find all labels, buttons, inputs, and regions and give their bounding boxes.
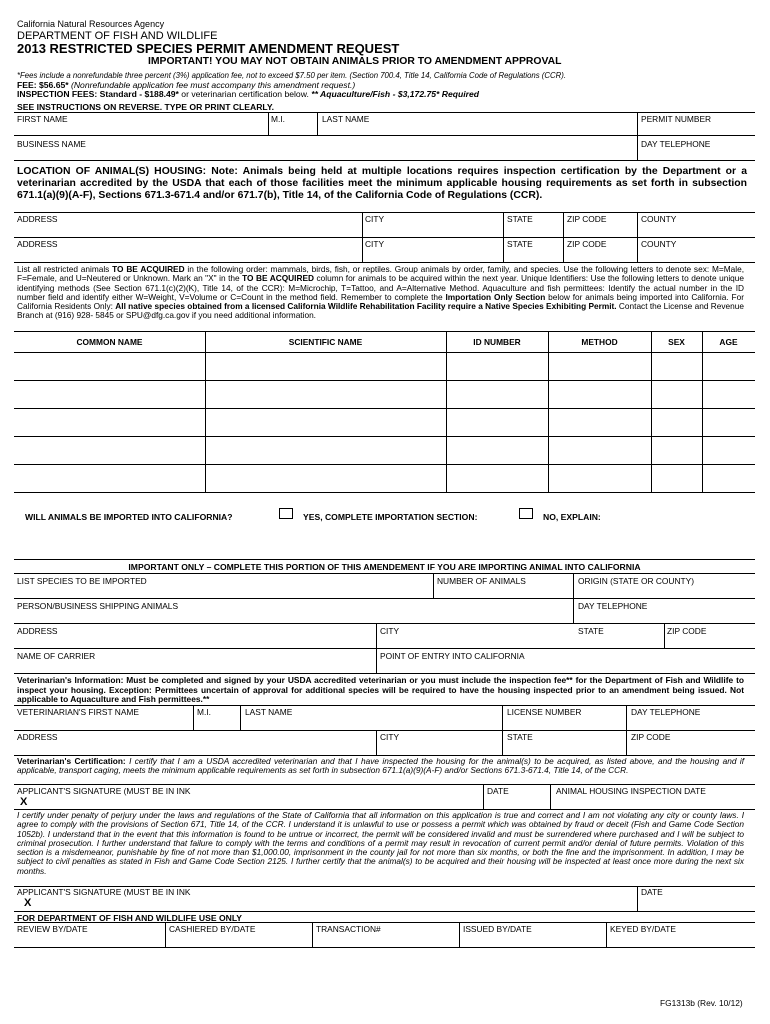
location-state-1[interactable]: STATE — [507, 214, 533, 224]
vet-state-field[interactable]: STATE — [507, 732, 533, 742]
vet-date-field[interactable]: DATE — [487, 786, 509, 796]
vet-certification — [17, 757, 744, 776]
department-name: DEPARTMENT OF FISH AND WILDLIFE — [17, 30, 218, 42]
issued-field: ISSUED BY/DATE — [463, 924, 532, 934]
col-id-number: ID NUMBER — [473, 337, 521, 347]
col-scientific-name: SCIENTIFIC NAME — [288, 337, 363, 347]
inspection-date-field[interactable]: ANIMAL HOUSING INSPECTION DATE — [556, 786, 706, 796]
instr-to-be-acquired-2: TO BE ACQUIRED — [242, 273, 314, 284]
permit-number-field[interactable]: PERMIT NUMBER — [641, 114, 712, 124]
instr-native-species: All native species obtained from a licensed California Wildlife Rehabilitation Facility require a Native Species Exhibiting Permit. — [115, 301, 617, 312]
location-zip-1[interactable]: ZIP CODE — [567, 214, 607, 224]
importation-header: IMPORTANT ONLY – COMPLETE THIS PORTION OF THIS AMENDEMENT IF YOU ARE IMPORTING ANIMAL INTO CALIFORNIA — [128, 562, 641, 572]
vet-cert-label: Veterinarian's Certification: — [17, 756, 126, 766]
applicant-signature-label: APPLICANT'S SIGNATURE (MUST BE IN INK — [17, 887, 191, 897]
location-zip-2[interactable]: ZIP CODE — [567, 239, 607, 249]
location-address-1[interactable]: ADDRESS — [17, 214, 58, 224]
business-name-field[interactable]: BUSINESS NAME — [17, 139, 86, 149]
location-city-1[interactable]: CITY — [365, 214, 385, 224]
col-common-name: COMMON NAME — [76, 337, 143, 347]
shipper-city-field[interactable]: CITY — [380, 626, 400, 636]
yes-checkbox[interactable] — [279, 508, 293, 519]
form-title: 2013 RESTRICTED SPECIES PERMIT AMENDMENT REQUEST — [17, 41, 400, 56]
col-method: METHOD — [581, 337, 618, 347]
vet-zip-field[interactable]: ZIP CODE — [631, 732, 671, 742]
instr-part-1: List all restricted animals — [17, 264, 113, 274]
location-state-2[interactable]: STATE — [507, 239, 533, 249]
middle-initial-field[interactable]: M.I. — [271, 114, 285, 124]
no-label: NO, EXPLAIN: — [543, 512, 601, 522]
species-to-import-field[interactable]: LIST SPECIES TO BE IMPORTED — [17, 576, 147, 586]
origin-field[interactable]: ORIGIN (STATE OR COUNTY) — [578, 576, 695, 586]
important-notice: IMPORTANT! YOU MAY NOT OBTAIN ANIMALS PRIOR TO AMENDMENT APPROVAL — [148, 56, 562, 67]
applicant-signature-field[interactable]: X — [24, 897, 32, 909]
office-use-title: FOR DEPARTMENT OF FISH AND WILDLIFE USE ONLY — [17, 913, 243, 923]
shipper-telephone-field[interactable]: DAY TELEPHONE — [578, 601, 648, 611]
applicant-date-field[interactable]: DATE — [641, 887, 663, 897]
first-name-field[interactable]: FIRST NAME — [17, 114, 68, 124]
fee-label: FEE: $56.65* — [17, 80, 69, 90]
point-of-entry-field[interactable]: POINT OF ENTRY INTO CALIFORNIA — [380, 651, 525, 661]
location-address-2[interactable]: ADDRESS — [17, 239, 58, 249]
instr-part-4: below for animals being imported into California. For California Residents Only: — [17, 291, 744, 312]
instr-to-be-acquired: TO BE ACQUIRED — [112, 264, 185, 274]
instr-part-3: column for animals to be acquired within the next year. Unique Identifiers: Use the following letters to denote unique identifying methods (See Section 671.1(c)(2)(K), Title 14, of the CCR): M=Microchip, T=Tattoo, and A=Alternative Method. Aquaculture and fish permittees: Identify the actual number in the ID number field and identify either W=Weight, V=Volume or C=Count in the method field. Remember to complete the — [17, 273, 745, 302]
perjury-statement: I certify under penalty of perjury under the laws and regulations of the State of California that all information on this application is true and correct and I am not violating any city or county laws. I agree to comply with the provisions of Section 671, Title 14, of the CCR. I understand it is unlawful to use or possess a permit which was obtained by fraud or deceit (Fish and Game Code Section 1052b). I understand that in the event that this information is found to be untrue or incorrect, the permit will be considered invalid and must be surrendered where purchased and I will be subject to criminal prosecution. I further understand that failure to comply with the terms and conditions of a permit may result in revocation of current permit and/or denial of future permits. Violation of this section is a misdemeanor, punishable by fine of not more than $1,000.00, imprisonment in the county jail for not more than six months, or both the fine and the imprisonment. In addition, I may be subject to civil penalties as stated in Fish and Game Code Section 2125. I further certify that the animal(s) to be acquired and their housing will be inspected at least once more during the next six months. — [17, 810, 744, 876]
keyed-field: KEYED BY/DATE — [610, 924, 676, 934]
location-county-1[interactable]: COUNTY — [641, 214, 677, 224]
form-number: FG1313b (Rev. 10/12) — [660, 998, 743, 1008]
instr-part-5: Contact the License and Revenue Branch at (916) 928- 5845 or SPU@dfg.ca.gov if you need additional information. — [17, 301, 744, 321]
location-city-2[interactable]: CITY — [365, 239, 385, 249]
instructions-note: SEE INSTRUCTIONS ON REVERSE. TYPE OR PRINT CLEARLY. — [17, 102, 275, 112]
vet-signature-label: APPLICANT'S SIGNATURE (MUST BE IN INK — [17, 786, 191, 796]
number-of-animals-field[interactable]: NUMBER OF ANIMALS — [437, 576, 526, 586]
vet-info-note: Veterinarian's Information: Must be completed and signed by your USDA accredited veterinarian or you must include the inspection fee** for the Department of Fish and Wildlife to inspect your housing. Exception: Permittees uncertain of approval for additional species will be required to have the housing inspected prior to an amendment being issued. Not applicable to Aquaculture and Fish permittees.** — [17, 675, 744, 705]
location-housing-note: LOCATION OF ANIMAL(S) HOUSING: Note: Animals being held at multiple locations requires inspection certification by the Department or a veterinarian accredited by the USDA that each of those facilities meet the minimum applicable housing requirements as set forth in subsection 671.1(a)(9)(A-F), Sections 671.3-671.4 and/or 671.7(b), Title 14, of the California Code of Regulations (CCR). — [17, 166, 747, 201]
vet-cert-text: I certify that I am a USDA accredited veterinarian and that I have inspected the housing for the animal(s) to be acquired, as listed above, and the housing and if applicable, transport caging, meets the minimum applicable requirements as set forth in subsection 671.1(a)(9)(A-F) and/or Sections 671.3-671.4, Title 14, of the CCR. — [17, 756, 744, 776]
col-age: AGE — [719, 337, 738, 347]
agency-name: California Natural Resources Agency — [17, 19, 165, 29]
transaction-field: TRANSACTION# — [316, 924, 381, 934]
instr-importation-only: Importation Only Section — [445, 291, 546, 302]
vet-license-field[interactable]: LICENSE NUMBER — [507, 707, 582, 717]
vet-address-field[interactable]: ADDRESS — [17, 732, 58, 742]
aquaculture-fee: ** Aquaculture/Fish - $3,172.75* Required — [311, 89, 480, 99]
shipper-zip-field[interactable]: ZIP CODE — [667, 626, 707, 636]
last-name-field[interactable]: LAST NAME — [322, 114, 370, 124]
no-checkbox[interactable] — [519, 508, 533, 519]
shipper-address-field[interactable]: ADDRESS — [17, 626, 58, 636]
inspection-fees-line — [17, 89, 479, 99]
inspection-fees-label: INSPECTION FEES: Standard - $188.49* — [17, 89, 179, 99]
vet-signature-field[interactable]: X — [20, 796, 28, 808]
col-sex: SEX — [668, 337, 685, 347]
vet-last-name-field[interactable]: LAST NAME — [245, 707, 293, 717]
shipper-state-field[interactable]: STATE — [578, 626, 604, 636]
vet-mi-field[interactable]: M.I. — [197, 707, 211, 717]
animals-instructions — [17, 265, 744, 321]
instr-part-2: in the following order: mammals, birds, fish, or reptiles. Group animals by order, family, and species. Use the following letters to denote sex: M=Male, F=Female, and U=Neutered or Unknown. Mark an "X" in the — [17, 264, 744, 284]
yes-label: YES, COMPLETE IMPORTATION SECTION: — [303, 512, 478, 522]
inspection-fees-mid: or veterinarian certification below. — [178, 89, 312, 99]
vet-city-field[interactable]: CITY — [380, 732, 400, 742]
vet-telephone-field[interactable]: DAY TELEPHONE — [631, 707, 701, 717]
import-question: WILL ANIMALS BE IMPORTED INTO CALIFORNIA? — [25, 512, 233, 522]
carrier-field[interactable]: NAME OF CARRIER — [17, 651, 96, 661]
fee-note: (Nonrefundable application fee must accompany this amendment request.) — [70, 80, 356, 90]
day-telephone-field[interactable]: DAY TELEPHONE — [641, 139, 711, 149]
shipper-field[interactable]: PERSON/BUSINESS SHIPPING ANIMALS — [17, 601, 179, 611]
fees-note: *Fees include a nonrefundable three percent (3%) application fee, not to exceed $7.50 per item. (Section 700.4, Title 14, California Code of Regulations (CCR). — [17, 71, 567, 80]
review-field: REVIEW BY/DATE — [17, 924, 88, 934]
location-county-2[interactable]: COUNTY — [641, 239, 677, 249]
cashiered-field: CASHIERED BY/DATE — [169, 924, 256, 934]
vet-first-name-field[interactable]: VETERINARIAN'S FIRST NAME — [17, 707, 139, 717]
